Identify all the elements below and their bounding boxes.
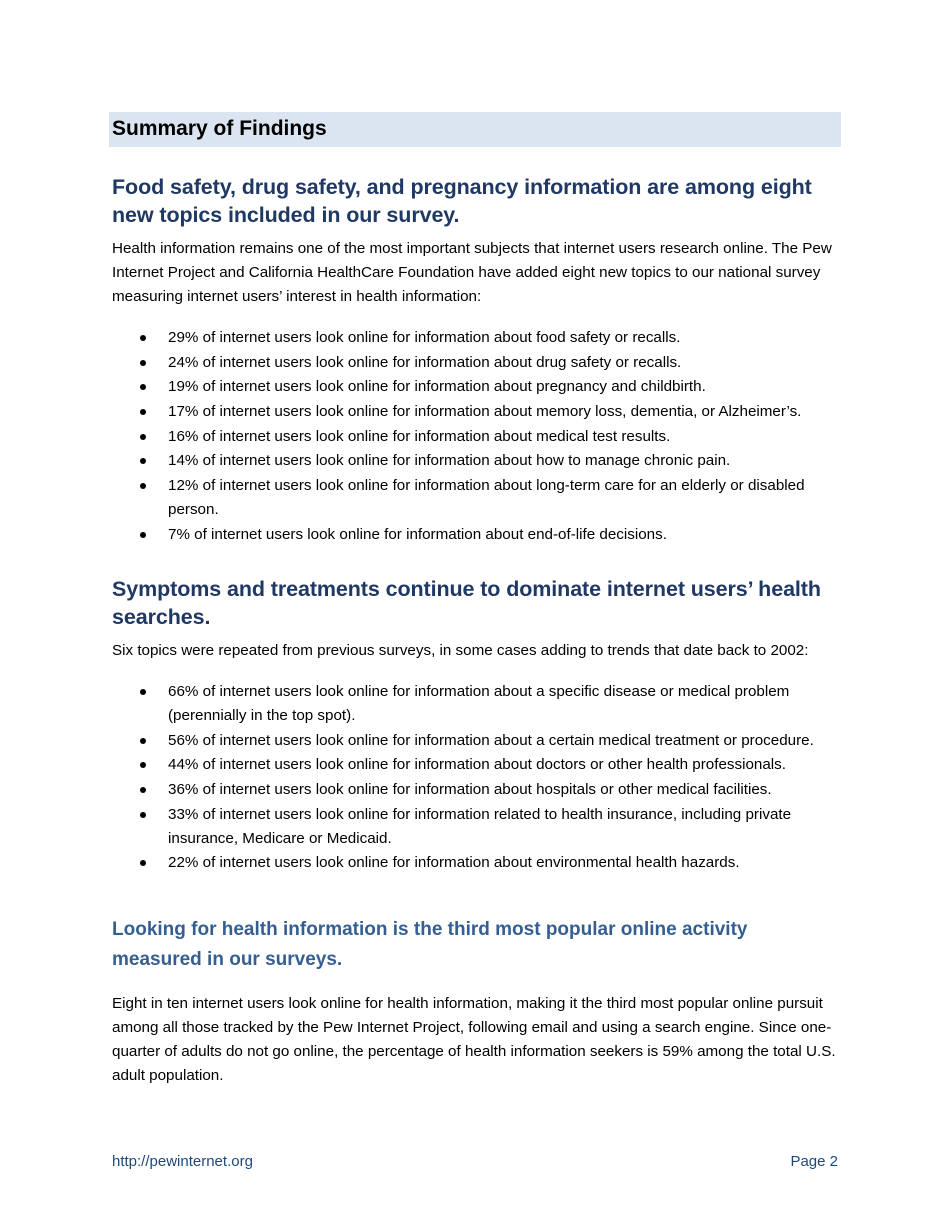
list-item-text: 66% of internet users look online for information about a specific disease or medical problem (perennially in the top spot).	[168, 683, 790, 724]
bullet-icon	[140, 360, 146, 366]
footer-page-number: Page 2	[790, 1153, 838, 1170]
list-item	[112, 351, 840, 375]
summary-title: Summary of Findings	[112, 117, 327, 140]
list-item-text: 22% of internet users look online for information about environmental health hazards.	[168, 854, 740, 872]
bullet-icon	[140, 812, 146, 818]
section3-body: Eight in ten internet users look online for health information, making it the third most popular online pursuit among all those tracked by the Pew Internet Project, following email and using a search engine. Since one-quarter of adults do not go online, the percentage of health information seekers is 59% among the total U.S. adult population.	[112, 995, 836, 1084]
bullet-icon	[140, 409, 146, 415]
bullet-icon	[140, 335, 146, 341]
list-item-text: 44% of internet users look online for information about doctors or other health professionals.	[168, 756, 786, 774]
list-item-text: 36% of internet users look online for information about hospitals or other medical facilities.	[168, 781, 772, 799]
list-item-text: 24% of internet users look online for information about drug safety or recalls.	[168, 353, 682, 371]
list-item	[112, 680, 840, 728]
bullet-icon	[140, 860, 146, 866]
list-item	[112, 851, 840, 875]
section1-heading: Food safety, drug safety, and pregnancy information are among eight new topics included in our survey.	[112, 175, 812, 227]
list-item	[112, 375, 840, 399]
list-item-text: 17% of internet users look online for information about memory loss, dementia, or Alzheimer’s.	[168, 403, 802, 421]
section2-heading: Symptoms and treatments continue to dominate internet users’ health searches.	[112, 577, 821, 629]
list-item-text: 12% of internet users look online for information about long-term care for an elderly or disabled person.	[168, 477, 805, 519]
list-item-text: 33% of internet users look online for information related to health insurance, including private insurance, Medicare or Medicaid.	[168, 805, 792, 847]
list-item	[112, 474, 840, 522]
section2-bullet-list	[112, 680, 840, 876]
section1-intro: Health information remains one of the most important subjects that internet users research online. The Pew Internet Project and California HealthCare Foundation have added eight new topics to our national survey measuring internet users’ interest in health information:	[112, 240, 832, 305]
list-item-text: 7% of internet users look online for information about end-of-life decisions.	[168, 525, 667, 543]
list-item	[112, 449, 840, 473]
list-item-text: 56% of internet users look online for information about a certain medical treatment or procedure.	[168, 731, 814, 749]
bullet-icon	[140, 483, 146, 489]
footer-url-link[interactable]: http://pewinternet.org	[112, 1153, 253, 1170]
bullet-icon	[140, 787, 146, 793]
list-item	[112, 523, 840, 547]
list-item	[112, 729, 840, 753]
bullet-icon	[140, 458, 146, 464]
bullet-icon	[140, 532, 146, 538]
section3-heading: Looking for health information is the third most popular online activity measured in our surveys.	[112, 919, 748, 970]
list-item	[112, 326, 840, 350]
list-item-text: 19% of internet users look online for information about pregnancy and childbirth.	[168, 378, 706, 396]
list-item	[112, 400, 840, 424]
bullet-icon	[140, 689, 146, 695]
bullet-icon	[140, 384, 146, 390]
list-item	[112, 753, 840, 777]
list-item-text: 16% of internet users look online for information about medical test results.	[168, 427, 671, 445]
summary-band	[109, 112, 841, 147]
list-item	[112, 778, 840, 802]
list-item	[112, 425, 840, 449]
bullet-icon	[140, 762, 146, 768]
bullet-icon	[140, 738, 146, 744]
list-item-text: 14% of internet users look online for information about how to manage chronic pain.	[168, 452, 731, 470]
section2-intro: Six topics were repeated from previous surveys, in some cases adding to trends that date back to 2002:	[112, 642, 809, 659]
section1-bullet-list	[112, 326, 840, 548]
bullet-icon	[140, 434, 146, 440]
list-item	[112, 803, 840, 851]
list-item-text: 29% of internet users look online for information about food safety or recalls.	[168, 329, 681, 346]
